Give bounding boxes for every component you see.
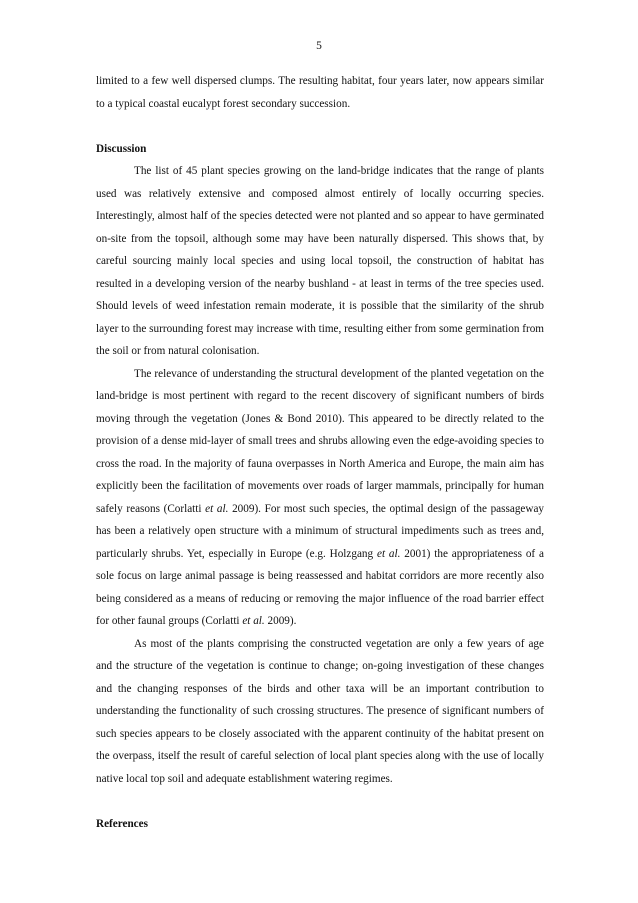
intro-paragraph: limited to a few well dispersed clumps. The resulting habitat, four years later, now appears similar to a typical coastal eucalypt forest secondary succession. (96, 75, 544, 110)
paragraph-2-text-2: 2009). For most such species, the optimal design of the passageway has been a relatively open structure with a minimum of structural impediments such as trees and, particularly shrubs. Yet, especially in Europe (e.g. Holzgang (96, 502, 545, 560)
paragraph-2-text-3: 2001) the appropriateness of a sole focus on large animal passage is being reassessed and habitat corridors are more recently also being considered as a means of reducing or removing the major influence of the road barrier effect for other faunal groups (Corlatti (96, 547, 544, 627)
page-number: 5 (316, 40, 322, 52)
page-body (96, 70, 544, 835)
et-al-italic: et al. (205, 502, 229, 515)
paragraph-2-text-1: The relevance of understanding the structural development of the planted vegetation on the land-bridge is most pertinent with regard to the recent discovery of significant numbers of birds moving through the vegetation (Jones & Bond 2010). This appeared to be directly related to the provision of a dense mid-layer of small trees and shrubs allowing even the edge-avoiding species to cross the road. In the majority of fauna overpasses in North America and Europe, the main aim has explicitly been the facilitation of movements over roads of larger mammals, principally for human safely reasons (Corlatti (96, 367, 544, 515)
et-al-italic: et al. (242, 615, 265, 627)
paragraph-2-text-4: 2009). (264, 615, 297, 627)
references-heading: References (96, 817, 148, 830)
spacer (96, 790, 544, 813)
discussion-paragraph-1: The list of 45 plant species growing on the land-bridge indicates that the range of plants used was relatively extensive and composed almost entirely of locally occurring species. Interestingly, almost half of the species detected were not planted and so appear to have germinated on-site from the topsoil, although some may have been naturally dispersed. This shows that, by careful sourcing mainly local species and using local topsoil, the construction of habitat has resulted in a developing version of the nearby bushland - at least in terms of the tree species used. Should levels of weed infestation remain moderate, it is possible that the similarity of the shrub layer to the surrounding forest may increase with time, resulting either from some germination from the soil or from natural colonisation. (96, 165, 544, 357)
discussion-heading: Discussion (96, 142, 147, 155)
discussion-paragraph-2 (96, 363, 544, 633)
spacer (96, 115, 544, 138)
discussion-paragraph-3: As most of the plants comprising the constructed vegetation are only a few years of age and the structure of the vegetation is continue to change; on-going investigation of these changes and the changing responses of the birds and other taxa will be an important contribution to understanding the functionality of such crossing structures. The presence of significant numbers of such species appears to be closely associated with the apparent continuity of the habitat present on the overpass, itself the result of careful selection of local plant species along with the use of locally native local top soil and adequate establishment watering regimes. (96, 637, 544, 785)
et-al-italic: et al. (376, 547, 401, 560)
